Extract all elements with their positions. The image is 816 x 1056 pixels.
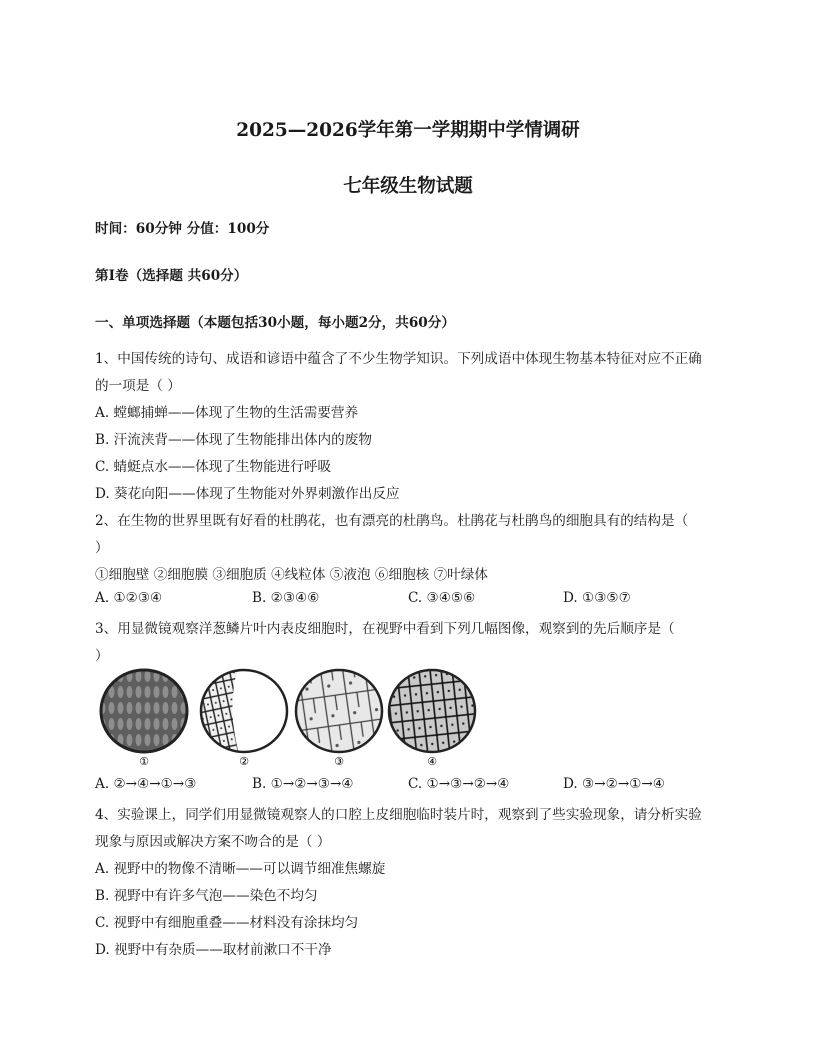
time-info: 时间：60分钟 分值：100分: [95, 221, 270, 237]
q1-option-c: C. 蜻蜓点水——体现了生物能进行呼吸: [95, 459, 332, 475]
q2-structure-list: ①细胞壁 ②细胞膜 ③细胞质 ④线粒体 ⑤液泡 ⑥细胞核 ⑦叶绿体: [95, 567, 488, 583]
exam-subtitle: 七年级生物试题: [343, 176, 473, 197]
q2-stem-line1: 2、在生物的世界里既有好看的杜鹃花，也有漂亮的杜鹃鸟。杜鹃花与杜鹃鸟的细胞具有的结构是（: [95, 513, 689, 529]
q4-stem-line2: 现象与原因或解决方案不吻合的是（ ）: [95, 834, 331, 850]
q4-stem-line1: 4、实验课上，同学们用显微镜观察人的口腔上皮细胞临时装片时，观察到了些实验现象，请分析实验: [95, 807, 702, 823]
q3-option-c: C. ①→③→②→④: [408, 776, 510, 792]
q2-stem-line2: ）: [95, 540, 109, 556]
q3-stem-line2: ）: [95, 648, 109, 664]
q2-option-a: A. ①②③④: [95, 590, 163, 606]
section-heading: 一、单项选择题（本题包括30小题，每小题2分，共60分）: [95, 315, 455, 331]
q3-option-a: A. ②→④→①→③: [95, 776, 197, 792]
view-4-label: ④: [427, 755, 437, 768]
q2-option-c: C. ③④⑤⑥: [408, 590, 476, 606]
q2-option-d: D. ①③⑤⑦: [563, 590, 631, 606]
q1-stem-line1: 1、中国传统的诗句、成语和谚语中蕴含了不少生物学知识。下列成语中体现生物基本特征对应不正确: [95, 351, 702, 367]
view-1-label: ①: [139, 755, 149, 768]
q1-stem-line2: 的一项是（ ）: [95, 378, 181, 394]
view-2-off-center: [201, 668, 287, 758]
view-2-label: ②: [239, 755, 249, 768]
q4-option-a: A. 视野中的物像不清晰——可以调节细准焦螺旋: [95, 861, 386, 877]
q1-option-d: D. 葵花向阳——体现了生物能对外界刺激作出反应: [95, 486, 400, 502]
q4-option-d: D. 视野中有杂质——取材前漱口不干净: [95, 942, 332, 958]
q2-option-b: B. ②③④⑥: [252, 590, 320, 606]
q3-stem-line1: 3、用显微镜观察洋葱鳞片叶内表皮细胞时，在视野中看到下列几幅图像，观察到的先后顺序是（: [95, 621, 675, 637]
q4-option-b: B. 视野中有许多气泡——染色不均匀: [95, 888, 318, 904]
view-1-blurred: [98, 668, 193, 758]
view-3-label: ③: [334, 755, 344, 768]
q4-option-c: C. 视野中有细胞重叠——材料没有涂抹均匀: [95, 915, 359, 931]
microscope-views-figure: [98, 668, 478, 768]
exam-title: 2025—2026学年第一学期期中学情调研: [236, 120, 580, 141]
q1-option-b: B. 汗流浃背——体现了生物能排出体内的废物: [95, 432, 372, 448]
volume-heading: 第Ⅰ卷（选择题 共60分）: [95, 268, 248, 284]
view-3-high-magnification: [293, 668, 388, 758]
q1-option-a: A. 螳螂捕蝉——体现了生物的生活需要营养: [95, 405, 359, 421]
q3-option-b: B. ①→②→③→④: [252, 776, 354, 792]
q3-option-d: D. ③→②→①→④: [563, 776, 665, 792]
view-4-centered: [386, 668, 478, 758]
